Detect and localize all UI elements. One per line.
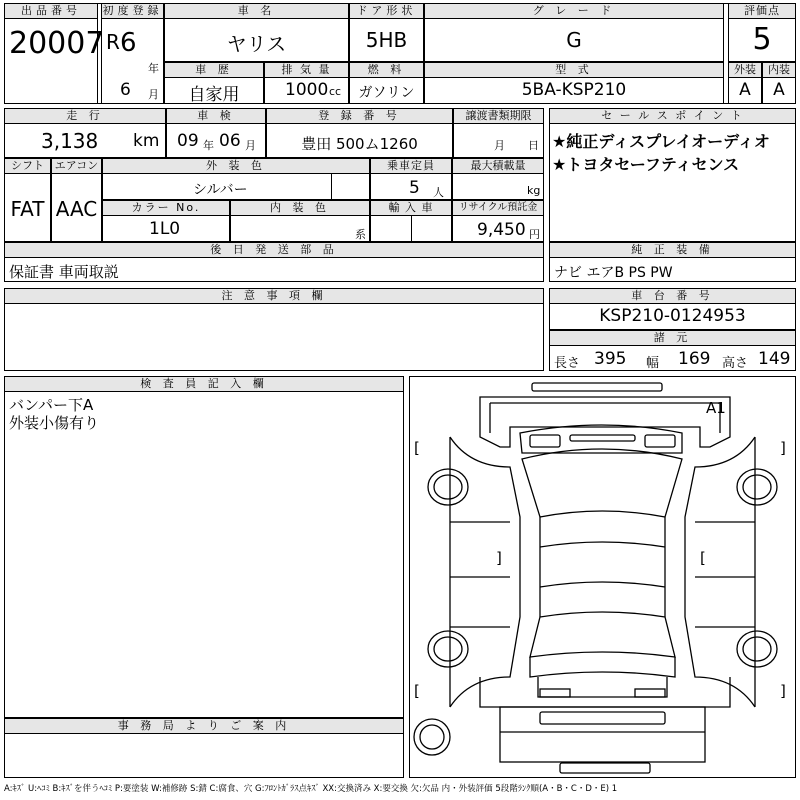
- chassis-value: KSP210-0124953: [599, 306, 746, 326]
- height-label: 高さ: [722, 356, 749, 371]
- reg-year: 6: [120, 28, 137, 58]
- model-value: 5BA-KSP210: [521, 80, 627, 100]
- reg-number-cell: [266, 108, 453, 158]
- interior-value: A: [773, 80, 785, 100]
- inspector-notes-label: 検 査 員 記 入 欄: [5, 377, 403, 392]
- insp-year: 09: [177, 131, 199, 151]
- grade-value: G: [566, 28, 582, 52]
- inspection-label: 車 検: [167, 109, 265, 124]
- mileage-value: 3,138: [41, 129, 99, 153]
- car-name-label: 車 名: [165, 4, 348, 19]
- damage-mark: A1: [706, 399, 726, 417]
- sales-points-cell: [549, 108, 796, 242]
- door-label: ドア形状: [350, 4, 423, 19]
- color-no-value: 1L0: [149, 219, 181, 239]
- score-label: 評価点: [729, 4, 795, 19]
- car-name-cell: [164, 3, 349, 62]
- displacement-value: 1000: [285, 80, 329, 100]
- shift-cell: [4, 158, 51, 242]
- transfer-month-unit: 月: [494, 139, 505, 152]
- import-cell: [370, 200, 452, 242]
- recycle-value: 9,450: [477, 220, 526, 240]
- chassis-cell: [549, 288, 796, 330]
- fuel-cell: [349, 62, 424, 104]
- load-unit: kg: [527, 184, 541, 197]
- sales-point-item: ★純正ディスプレイオーディオ: [552, 132, 770, 151]
- car-diagram-cell: [409, 376, 796, 778]
- history-value: 自家用: [188, 85, 240, 105]
- equipment-label: 純 正 装 備: [550, 243, 795, 258]
- import-label: 輸 入 車: [371, 201, 451, 216]
- exterior-label: 外装: [729, 63, 761, 78]
- bracket-right: ]: [780, 682, 786, 700]
- capacity-cell: [370, 158, 452, 200]
- insp-month-unit: 月: [245, 139, 256, 152]
- lot-cell: [4, 3, 105, 104]
- office-info-label: 事 務 局 よ り ご 案 内: [5, 719, 403, 734]
- fuel-value: ガソリン: [358, 85, 415, 101]
- exterior-value: A: [739, 80, 751, 100]
- inspector-notes-cell: [4, 376, 404, 718]
- bracket-left: ]: [496, 549, 502, 567]
- history-label: 車 歴: [165, 63, 263, 78]
- model-cell: [424, 62, 724, 104]
- width-label: 幅: [646, 356, 660, 371]
- interior-color-cell: [230, 200, 370, 242]
- legend-text: A:ｷｽﾞ U:ﾍｺﾐ B:ｷｽﾞを伴うﾍｺﾐ P:要塗装 W:補修跡 S:錆 C:腐食、穴 G:ﾌﾛﾝﾄｶﾞﾗｽ点ｷｽﾞ XX:交換済み X:要交換 欠:欠品 内・外装評価 5段階ﾗﾝｸ順(A・B・C・D・E) 1: [4, 784, 618, 794]
- length-value: 395: [594, 349, 627, 369]
- caution-label: 注 意 事 項 欄: [5, 289, 543, 304]
- capacity-unit: 人: [433, 186, 444, 199]
- recycle-cell: [452, 200, 544, 242]
- bracket-right: ]: [780, 439, 786, 457]
- capacity-value: 5: [409, 178, 420, 198]
- insp-year-unit: 年: [203, 139, 214, 152]
- length-label: 長さ: [554, 356, 581, 371]
- door-value: 5HB: [365, 28, 408, 52]
- door-cell: [349, 3, 424, 62]
- divider: [411, 216, 412, 242]
- inspector-note-line: バンパー下A: [9, 396, 94, 414]
- displacement-cell: [264, 62, 349, 104]
- era: R: [106, 30, 120, 54]
- first-reg-cell: [101, 3, 164, 104]
- history-cell: [164, 62, 264, 104]
- office-info-cell: [4, 718, 404, 778]
- transfer-day-unit: 日: [528, 139, 539, 152]
- recycle-label: リサイクル預託金: [453, 201, 543, 216]
- bracket-left: [: [414, 439, 420, 457]
- month-unit: 月: [148, 88, 159, 101]
- later-parts-value: 保証書 車両取説: [9, 263, 119, 281]
- recycle-unit: 円: [529, 228, 540, 241]
- transfer-label: 譲渡書類期限: [454, 109, 543, 124]
- insp-month: 06: [219, 131, 241, 151]
- later-parts-label: 後 日 発 送 部 品: [5, 243, 543, 258]
- grade-label: グ レ ー ド: [425, 4, 723, 19]
- interior-cell: [762, 62, 796, 104]
- displacement-unit: cc: [329, 85, 342, 98]
- car-name: ヤリス: [226, 32, 287, 56]
- shift-value: FAT: [10, 197, 45, 221]
- inspection-cell: [166, 108, 266, 158]
- lot-number: 20007: [9, 26, 105, 61]
- year-unit: 年: [148, 62, 159, 75]
- fuel-label: 燃 料: [350, 63, 423, 78]
- sales-points-label: セ ー ル ス ポ イ ン ト: [550, 109, 795, 124]
- lot-label: 出品番号: [5, 4, 97, 19]
- mileage-cell: [4, 108, 166, 158]
- ac-cell: [51, 158, 102, 242]
- reg-number-label: 登 録 番 号: [267, 109, 452, 124]
- sales-point-item: ★トヨタセーフティセンス: [552, 155, 740, 174]
- car-diagram-svg: [410, 377, 795, 777]
- exterior-cell: [728, 62, 762, 104]
- bracket-right: [: [700, 549, 706, 567]
- exterior-color-label: 外 装 色: [103, 159, 369, 174]
- inspector-note-line: 外装小傷有り: [9, 414, 100, 432]
- ac-value: AAC: [55, 197, 98, 221]
- grade-cell: [424, 3, 724, 62]
- ac-label: エアコン: [52, 159, 101, 174]
- capacity-label: 乗車定員: [371, 159, 451, 174]
- mileage-unit: km: [133, 131, 160, 151]
- caution-cell: [4, 288, 544, 371]
- equipment-cell: [549, 242, 796, 282]
- exterior-color-cell: [102, 158, 370, 200]
- model-label: 型 式: [425, 63, 723, 78]
- score-cell: [728, 3, 796, 62]
- specs-label: 諸 元: [550, 331, 795, 346]
- bracket-left: [: [414, 682, 420, 700]
- later-parts-cell: [4, 242, 544, 282]
- shift-label: シフト: [5, 159, 50, 174]
- load-label: 最大積載量: [453, 159, 543, 174]
- chassis-label: 車 台 番 号: [550, 289, 795, 304]
- color-no-label: カラー No.: [103, 201, 229, 216]
- interior-label: 内装: [763, 63, 795, 78]
- width-value: 169: [678, 349, 711, 369]
- displacement-label: 排 気 量: [265, 63, 348, 78]
- first-reg-label: 初度登録: [102, 4, 163, 17]
- load-cell: [452, 158, 544, 200]
- exterior-color-value: シルバー: [193, 182, 248, 198]
- interior-color-label: 内 装 色: [231, 201, 369, 216]
- reg-month: 6: [120, 80, 131, 100]
- score-value: 5: [752, 22, 772, 57]
- divider: [331, 174, 332, 200]
- color-no-cell: [102, 200, 230, 242]
- height-value: 149: [758, 349, 791, 369]
- specs-cell: [549, 330, 796, 371]
- mileage-label: 走 行: [5, 109, 165, 124]
- reg-number-value: 豊田 500ム1260: [301, 135, 418, 153]
- equipment-value: ナビ エアB PS PW: [554, 265, 673, 281]
- interior-color-unit: 系: [355, 228, 366, 241]
- transfer-cell: [453, 108, 544, 158]
